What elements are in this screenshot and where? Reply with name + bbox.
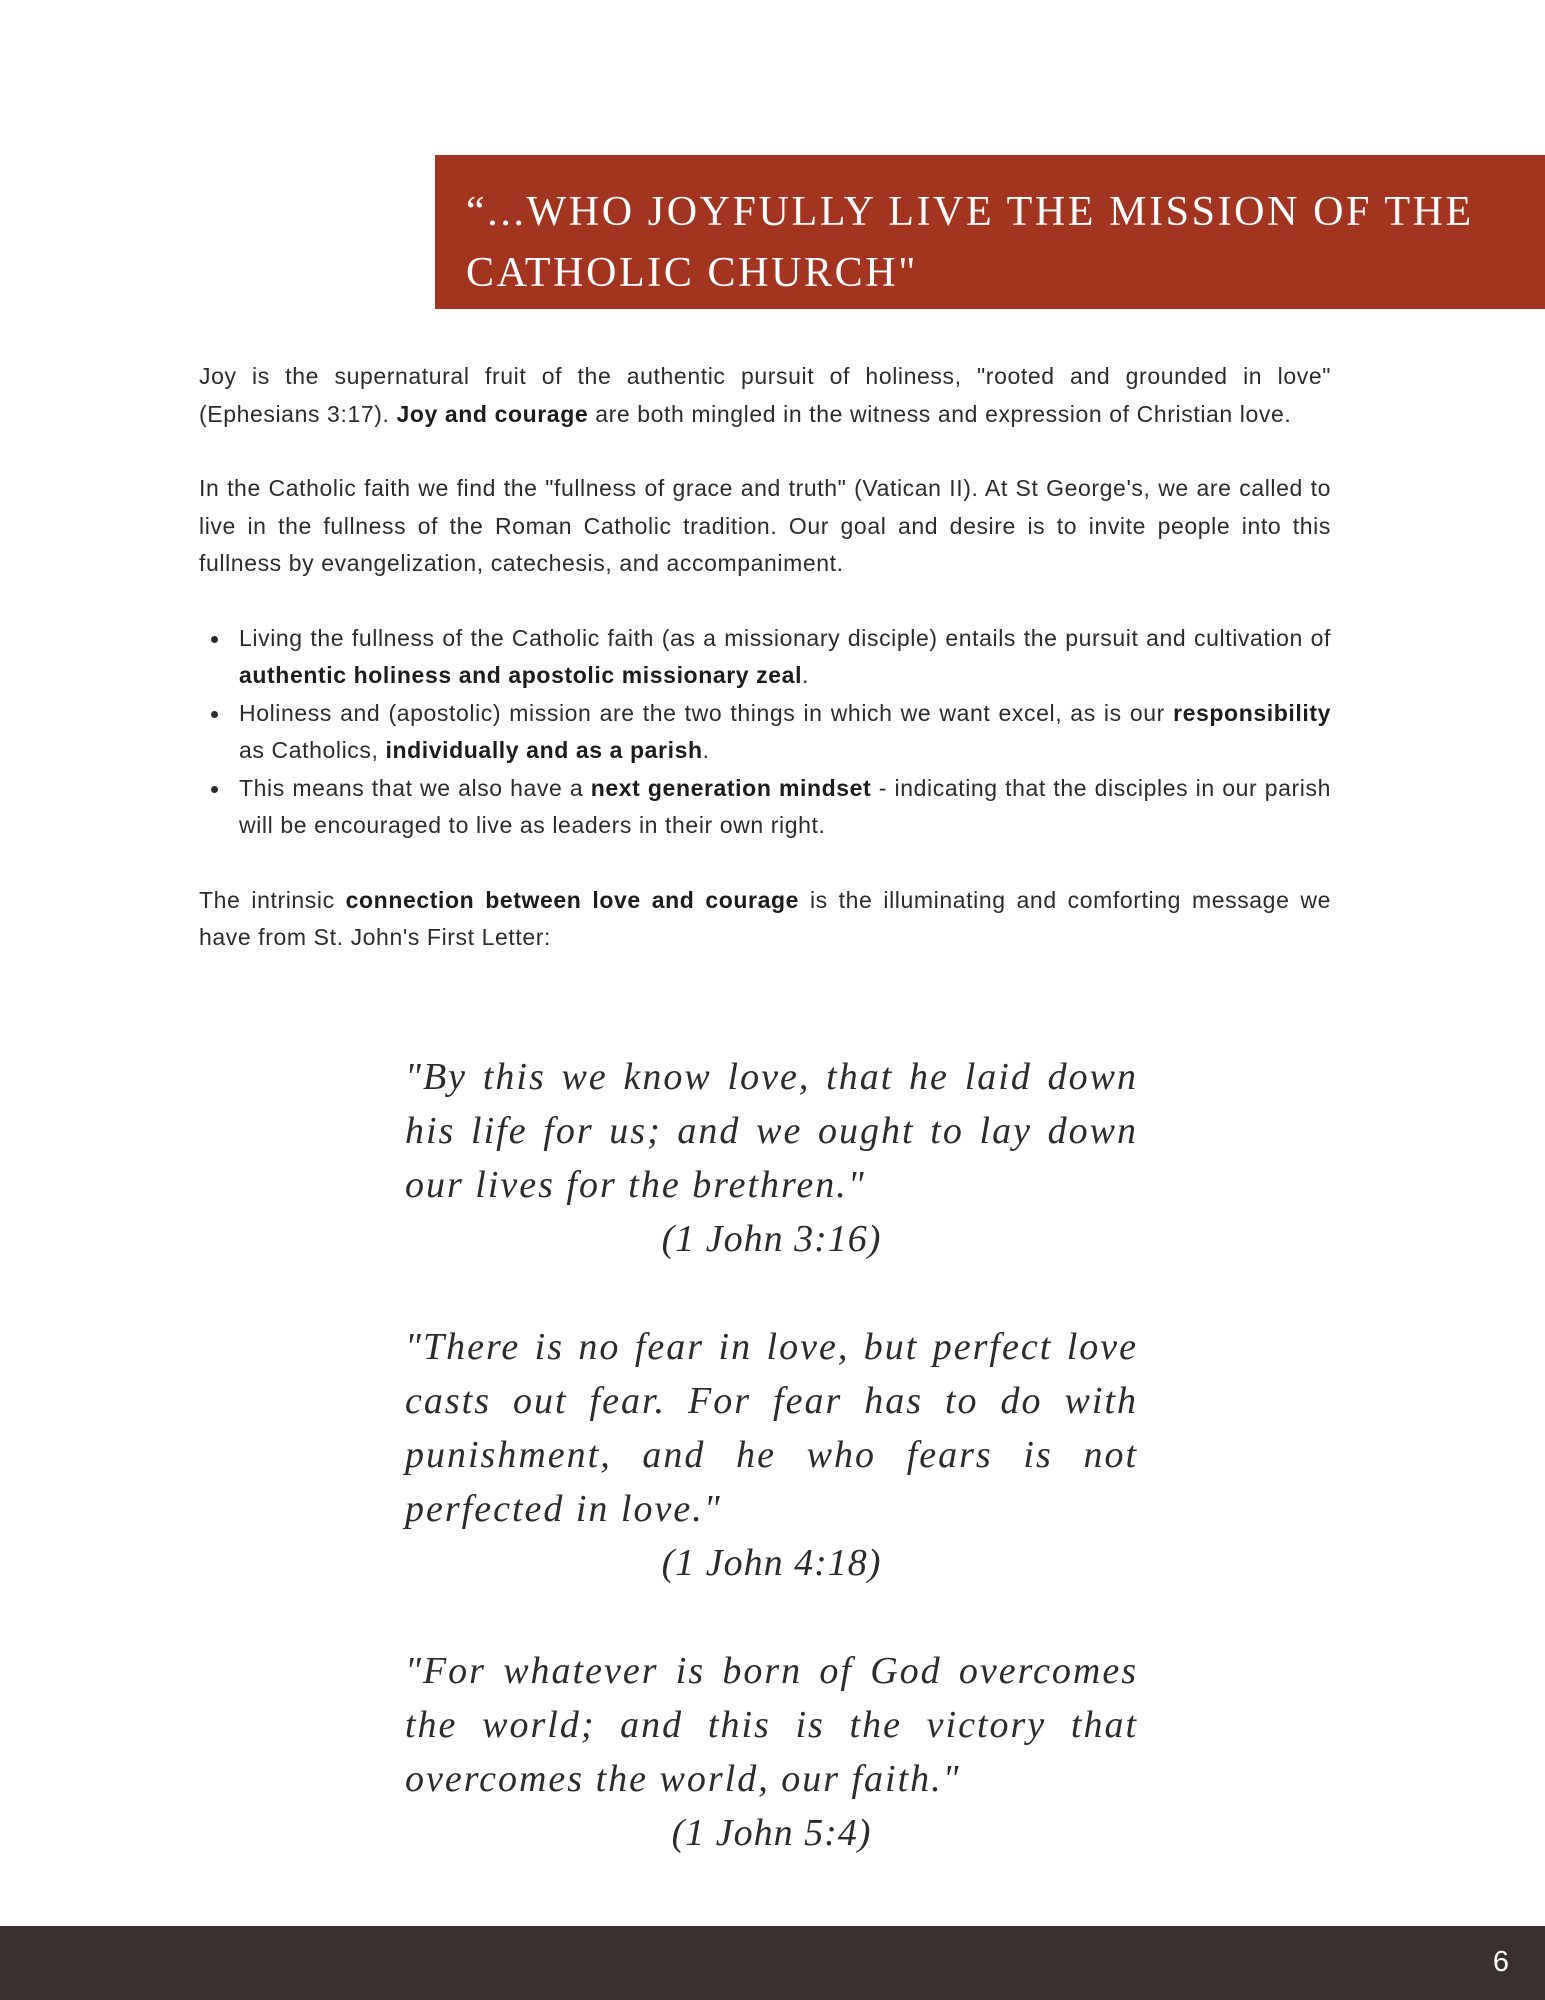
quote-reference: (1 John 4:18) bbox=[661, 1542, 882, 1584]
connection-bold: connection between love and courage bbox=[345, 886, 800, 913]
quote-block bbox=[405, 1050, 1138, 1266]
bullet-text: Living the fullness of the Catholic faith (as a missionary disciple) entails the pursuit and cultivation of bbox=[239, 624, 1331, 651]
quote-block bbox=[405, 1320, 1138, 1590]
quote-reference: (1 John 5:4) bbox=[671, 1812, 872, 1854]
bullet-item bbox=[239, 695, 1331, 770]
page-title: “...WHO JOYFULLY LIVE THE MISSION OF THE CATHOLIC CHURCH" bbox=[466, 189, 1474, 296]
bullet-text: Holiness and (apostolic) mission are the two things in which we want excel, as is our bbox=[239, 699, 1174, 726]
connection-text-1: The intrinsic bbox=[199, 886, 346, 913]
quote-text: "There is no fear in love, but perfect love casts out fear. For fear has to do with punishment, and he who fears is not perfected in love." bbox=[405, 1326, 1138, 1530]
intro-text-1: Joy is the supernatural fruit of the authentic pursuit of holiness, "rooted and grounded in love" (Ephesians 3:17). bbox=[199, 363, 1331, 427]
scripture-quotes bbox=[405, 1050, 1138, 1914]
bullet-text: as Catholics, bbox=[239, 737, 386, 763]
catholic-faith-paragraph: In the Catholic faith we find the "fullness of grace and truth" (Vatican II). At St George's, we are called to live in the fullness of the Roman Catholic tradition. Our goal and desire is to invite people into this fullness by evangelization, catechesis, and accompaniment. bbox=[199, 475, 1331, 576]
connection-paragraph bbox=[199, 882, 1331, 957]
body-content bbox=[199, 358, 1331, 994]
bullet-bold: individually and as a parish bbox=[385, 737, 703, 763]
intro-bold-1: Joy and courage bbox=[396, 400, 589, 427]
intro-paragraph bbox=[199, 358, 1331, 433]
bullet-dot-icon bbox=[211, 786, 218, 793]
bullet-dot-icon bbox=[211, 636, 218, 643]
bullet-bold: responsibility bbox=[1173, 699, 1331, 726]
bullet-text: . bbox=[802, 662, 810, 688]
quote-text: "By this we know love, that he laid down his life for us; and we ought to lay down our lives for the brethren." bbox=[405, 1056, 1138, 1206]
bullet-text: . bbox=[702, 737, 710, 763]
bullet-bold: authentic holiness and apostolic missionary zeal bbox=[239, 662, 803, 688]
footer-bar bbox=[0, 1926, 1545, 2000]
bullet-text: - indicating that the disciples in our parish will be encouraged to live as leaders in their own right. bbox=[239, 774, 1331, 838]
title-banner bbox=[435, 155, 1545, 309]
page-number: 6 bbox=[1492, 1946, 1509, 1978]
bullet-bold: next generation mindset bbox=[590, 774, 872, 801]
bullet-list bbox=[199, 620, 1331, 845]
quote-text: "For whatever is born of God overcomes the world; and this is the victory that overcomes the world, our faith." bbox=[405, 1650, 1138, 1800]
quote-reference: (1 John 3:16) bbox=[661, 1218, 882, 1260]
bullet-text: This means that we also have a bbox=[239, 774, 591, 801]
intro-text-2: are both mingled in the witness and expression of Christian love. bbox=[588, 400, 1292, 427]
quote-block bbox=[405, 1644, 1138, 1860]
bullet-item bbox=[239, 770, 1331, 845]
bullet-dot-icon bbox=[211, 711, 218, 718]
bullet-item bbox=[239, 620, 1331, 695]
connection-text-2: is the illuminating and comforting message we have from St. John's First Letter: bbox=[199, 886, 1331, 950]
